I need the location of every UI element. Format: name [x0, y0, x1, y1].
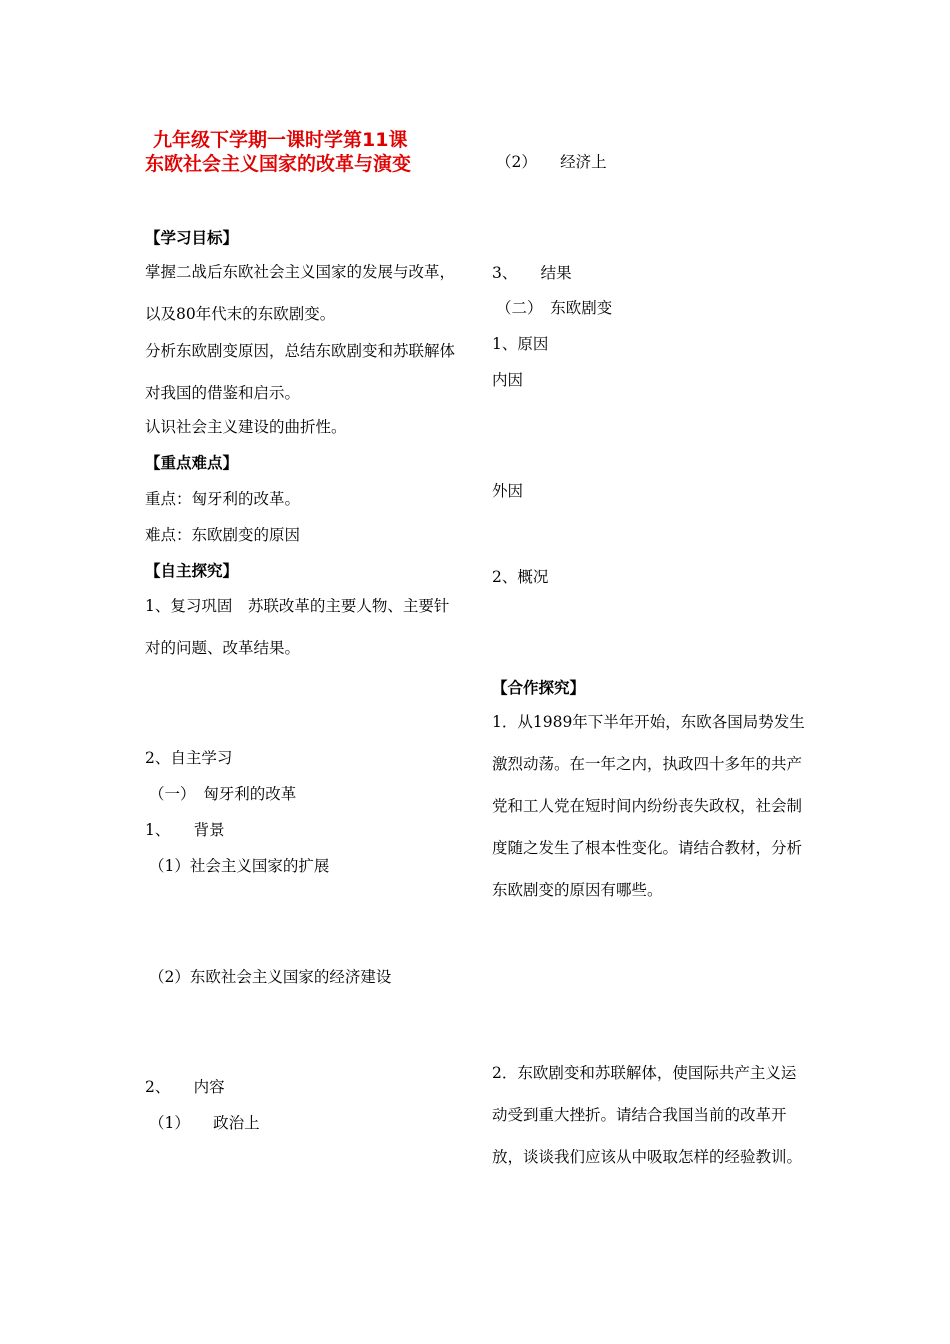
goal-3: 认识社会主义建设的曲折性。 — [145, 418, 347, 436]
goal-2: 分析东欧剧变原因，总结东欧剧变和苏联解体对我国的借鉴和启示。 — [145, 342, 456, 402]
internal-cause: 内因 — [492, 371, 524, 389]
section-hungary-reform: （一） 匈牙利的改革 — [149, 785, 297, 803]
content-economy: （2） 经济上 — [496, 153, 607, 171]
goals-heading: 【学习目标】 — [145, 229, 239, 247]
key-point: 重点：匈牙利的改革。 — [145, 490, 301, 508]
background-item: 1、 背景 — [145, 821, 225, 839]
self-study-item: 2、自主学习 — [145, 749, 233, 767]
cause-item: 1、原因 — [492, 335, 549, 353]
doc-title-line1: 九年级下学期一课时学第11课 — [153, 129, 408, 151]
section-eastern-europe-upheaval: （二） 东欧剧变 — [496, 299, 613, 317]
background-sub-1: （1）社会主义国家的扩展 — [149, 857, 330, 875]
difficult-point: 难点：东欧剧变的原因 — [145, 526, 301, 544]
overview-item: 2、概况 — [492, 568, 549, 586]
question-1: 1．从1989年下半年开始，东欧各国局势发生激烈动荡。在一年之内，执政四十多年的共产党和工人党在短时间内纷纷丧失政权，社会制度随之发生了根本性变化。请结合教材，分析东欧剧变的原因有哪些。 — [492, 713, 805, 899]
question-2: 2．东欧剧变和苏联解体，使国际共产主义运动受到重大挫折。请结合我国当前的改革开放，谈谈我们应该从中吸取怎样的经验教训。 — [492, 1064, 803, 1166]
result-item: 3、 结果 — [492, 264, 572, 282]
background-sub-2: （2）东欧社会主义国家的经济建设 — [149, 968, 392, 986]
external-cause: 外因 — [492, 482, 524, 500]
self-explore-heading: 【自主探究】 — [145, 562, 239, 580]
goal-1: 掌握二战后东欧社会主义国家的发展与改革，以及80年代末的东欧剧变。 — [145, 263, 456, 323]
key-difficult-heading: 【重点难点】 — [145, 454, 239, 472]
content-politics: （1） 政治上 — [149, 1114, 260, 1132]
doc-title-line2: 东欧社会主义国家的改革与演变 — [145, 153, 412, 175]
review-item: 1、复习巩固 苏联改革的主要人物、主要针对的问题、改革结果。 — [145, 597, 450, 657]
cooperative-explore-heading: 【合作探究】 — [492, 679, 586, 697]
content-item: 2、 内容 — [145, 1078, 225, 1096]
